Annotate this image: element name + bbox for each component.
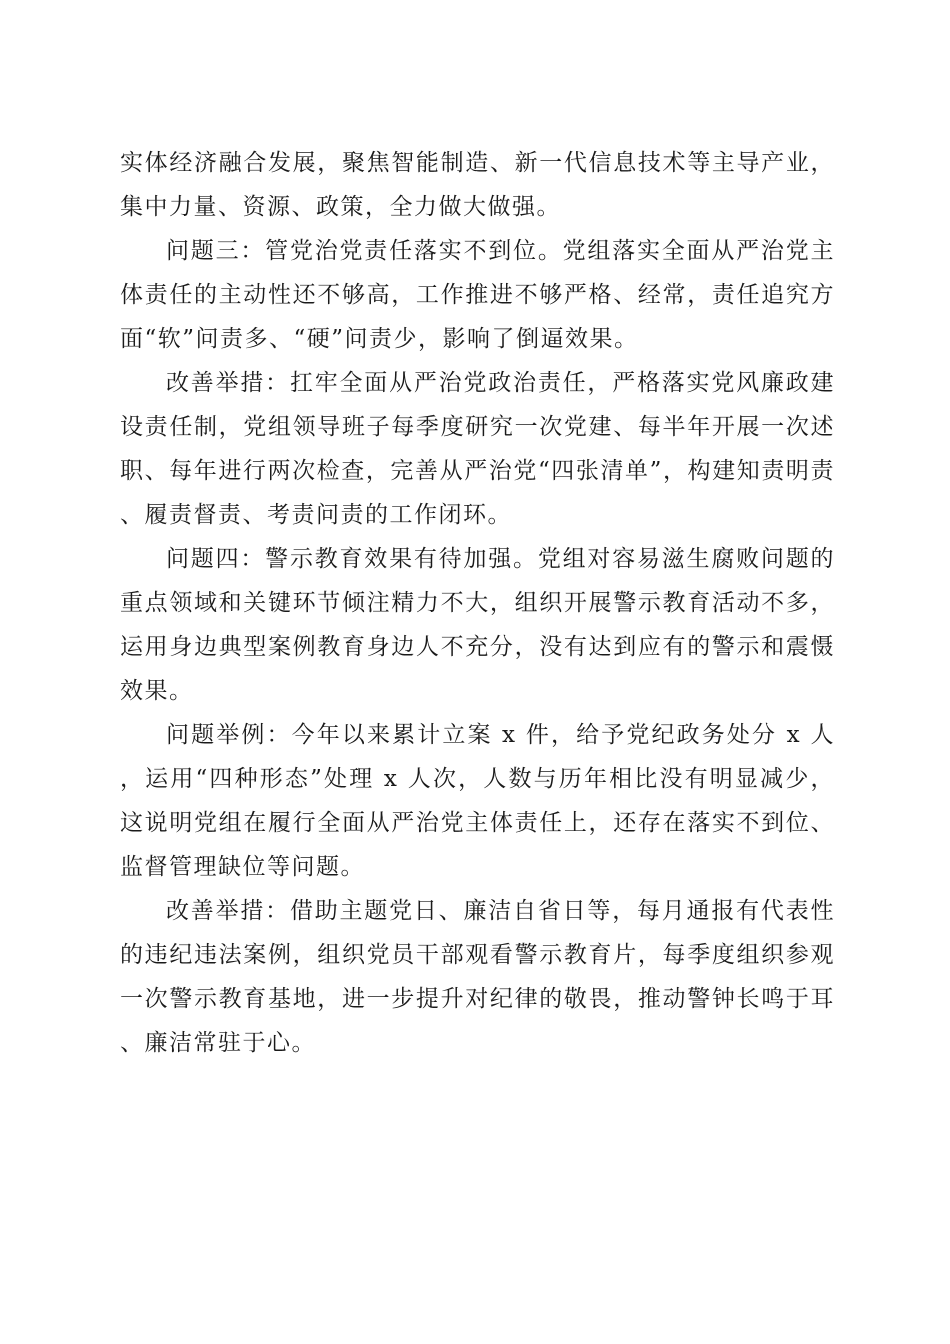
paragraph-issue-four: 问题四：警示教育效果有待加强。党组对容易滋生腐败问题的重点领域和关键环节倾注精力不大，组织开展警示教育活动不多，运用身边典型案例教育身边人不充分，没有达到应有的警示和震慑效果。 xyxy=(120,546,835,704)
document-body xyxy=(120,141,835,1065)
paragraph-issue-three: 问题三：管党治党责任落实不到位。党组落实全面从严治党主体责任的主动性还不够高，工作推进不够严格、经常，责任追究方面“软”问责多、“硬”问责少，影响了倒逼效果。 xyxy=(120,238,835,352)
paragraph-measure-four: 改善举措：借助主题党日、廉洁自省日等，每月通报有代表性的违纪违法案例，组织党员干部观看警示教育片，每季度组织参观一次警示教育基地，进一步提升对纪律的敬畏，推动警钟长鸣于耳、廉洁常驻于心。 xyxy=(120,898,835,1056)
paragraph-continuation: 实体经济融合发展，聚焦智能制造、新一代信息技术等主导产业，集中力量、资源、政策，全力做大做强。 xyxy=(120,150,835,220)
paragraph-measure-three: 改善举措：扛牢全面从严治党政治责任，严格落实党风廉政建设责任制，党组领导班子每季度研究一次党建、每半年开展一次述职、每年进行两次检查，完善从严治党“四张清单”，构建知责明责、履责督责、考责问责的工作闭环。 xyxy=(120,370,835,528)
paragraph-issue-example: 问题举例：今年以来累计立案 x 件，给予党纪政务处分 x 人，运用“四种形态”处理 x 人次，人数与历年相比没有明显减少，这说明党组在履行全面从严治党主体责任上，还存在落实不到位、监督管理缺位等问题。 xyxy=(120,722,835,880)
